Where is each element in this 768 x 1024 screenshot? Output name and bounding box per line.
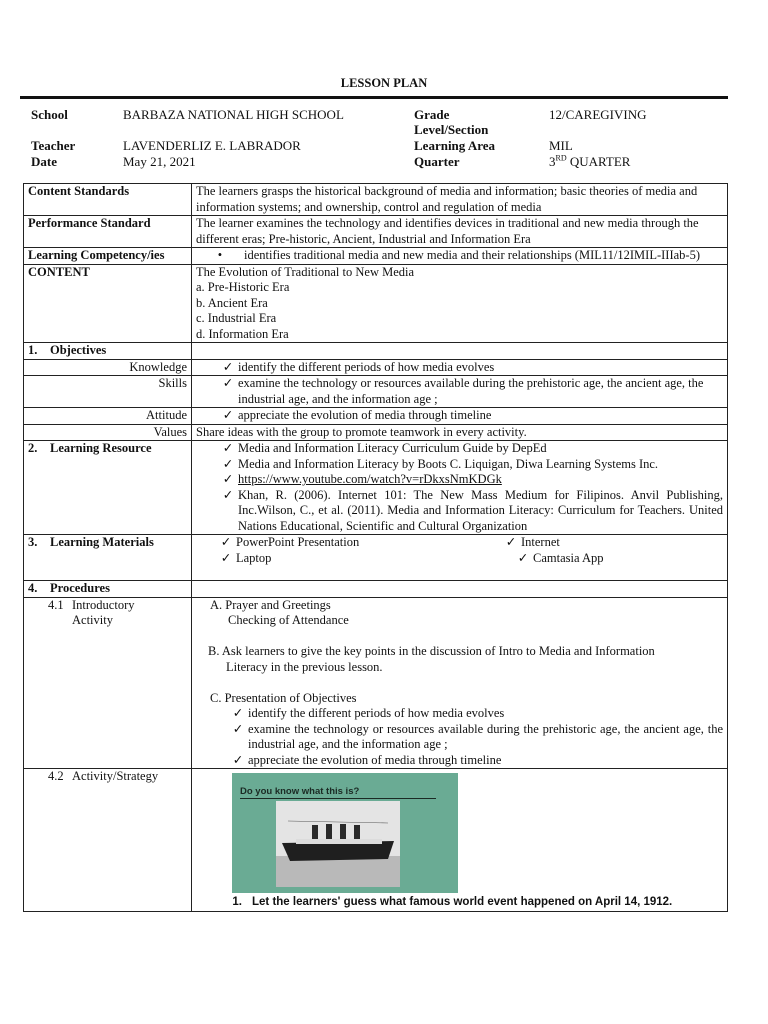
objective-item: appreciate the evolution of media through timeline	[248, 752, 502, 767]
check-icon: ✓	[222, 376, 234, 390]
content-line: d. Information Era	[196, 326, 289, 341]
skills-label: Skills	[24, 376, 192, 408]
skills-cell	[192, 376, 728, 408]
grade-label: Grade	[414, 107, 450, 122]
skills-text: examine the technology or resources available during the prehistoric age, the ancient age, the industrial age, and the information age ;	[238, 376, 704, 406]
procedures-empty	[192, 581, 728, 598]
title-rule	[20, 96, 728, 99]
competency-label: Learning Competency/ies	[24, 248, 192, 265]
intro-label-2: Activity	[72, 613, 113, 627]
material-item: PowerPoint Presentation	[236, 535, 360, 549]
attitude-text: appreciate the evolution of media through timeline	[238, 408, 492, 422]
objectives-empty	[192, 343, 728, 360]
content-standards-label: Content Standards	[24, 184, 192, 216]
row-performance-standard	[24, 216, 728, 248]
intro-label-1: Introductory	[72, 597, 135, 612]
objective-item: identify the different periods of how media evolves	[248, 706, 505, 720]
quarter-label: Quarter	[414, 154, 460, 169]
material-item: Camtasia App	[533, 550, 604, 565]
date-value: May 21, 2021	[123, 154, 196, 169]
knowledge-label: Knowledge	[24, 359, 192, 376]
learning-materials-number: 3.	[28, 535, 38, 549]
grade-label-2: Level/Section	[414, 122, 489, 137]
resource-item: Khan, R. (2006). Internet 101: The New Mass Medium for Filipinos. Anvil Publishing, Inc.Wilson, C., et al. (2011). Media and Information Literacy: Curriculum for Teachers. United Nations Educational, Scientific and Cultural Organization	[238, 487, 723, 533]
teacher-value: LAVENDERLIZ E. LABRADOR	[123, 138, 301, 153]
activity-heading: Activity/Strategy	[72, 769, 159, 783]
performance-standard-label: Performance Standard	[24, 216, 192, 248]
introductory-activity-label	[24, 597, 192, 769]
check-icon: ✓	[222, 408, 234, 422]
learning-resource-cell	[192, 441, 728, 535]
competency-cell	[192, 248, 728, 265]
quarter-number: 3	[549, 154, 556, 169]
procedures-label	[24, 581, 192, 598]
funnel-1	[312, 825, 318, 841]
funnel-3	[340, 824, 346, 841]
check-icon: ✓	[220, 550, 232, 565]
content-line: The Evolution of Traditional to New Media	[196, 264, 415, 279]
grade-value: 12/CAREGIVING	[549, 107, 647, 122]
attitude-label: Attitude	[24, 408, 192, 425]
funnel-2	[326, 824, 332, 841]
learning-resource-heading: Learning Resource	[50, 441, 152, 455]
attitude-cell	[192, 408, 728, 425]
check-icon: ✓	[232, 706, 244, 720]
check-icon: ✓	[222, 359, 234, 374]
row-objectives	[24, 343, 728, 360]
procedures-number: 4.	[28, 581, 38, 595]
row-procedures	[24, 581, 728, 598]
row-values	[24, 424, 728, 441]
objectives-number: 1.	[28, 343, 38, 357]
task-number: 1.	[232, 896, 242, 908]
row-knowledge	[24, 359, 728, 376]
content-label: CONTENT	[24, 264, 192, 343]
learning-area-label: Learning Area	[414, 138, 496, 153]
knowledge-text: identify the different periods of how media evolves	[238, 359, 495, 374]
activity-strategy-cell	[192, 769, 728, 912]
row-introductory-activity	[24, 597, 728, 769]
content-line: a. Pre-Historic Era	[196, 280, 290, 294]
learning-resource-number: 2.	[28, 441, 38, 455]
knowledge-cell	[192, 359, 728, 376]
school-label: School	[31, 107, 68, 122]
intro-step-b: B. Ask learners to give the key points in the discussion of Intro to Media and Information	[208, 644, 655, 658]
youtube-link[interactable]: https://www.youtube.com/watch?v=rDkxsNmKDGk	[238, 472, 502, 486]
values-text: Share ideas with the group to promote teamwork in every activity.	[192, 424, 728, 441]
slide-image	[232, 773, 458, 893]
learning-area-value: MIL	[549, 138, 573, 153]
activity-task	[196, 895, 723, 911]
intro-step-c: C. Presentation of Objectives	[210, 690, 357, 705]
content-line: b. Ancient Era	[196, 295, 268, 310]
check-icon: ✓	[220, 535, 232, 549]
lesson-table	[23, 183, 728, 912]
row-activity-strategy	[24, 769, 728, 912]
content-line: c. Industrial Era	[196, 311, 277, 325]
check-icon: ✓	[222, 487, 234, 502]
teacher-label: Teacher	[31, 138, 76, 153]
row-content-standards	[24, 184, 728, 216]
content-cell	[192, 264, 728, 343]
row-content	[24, 264, 728, 343]
intro-step-a: A. Prayer and Greetings	[210, 597, 331, 612]
performance-standard-text: The learner examines the technology and identifies devices in traditional and new media through the different eras; Pre-historic, Ancient, Industrial and Information Era	[192, 216, 728, 248]
introductory-activity-cell	[192, 597, 728, 769]
intro-number: 4.1	[48, 597, 64, 612]
bullet-icon: •	[217, 248, 223, 262]
check-icon: ✓	[222, 456, 234, 471]
check-icon: ✓	[232, 721, 244, 736]
row-competency	[24, 248, 728, 265]
resource-item: Media and Information Literacy by Boots C. Liquigan, Diwa Learning Systems Inc.	[238, 456, 659, 471]
material-item: Internet	[521, 535, 560, 549]
learning-resource-label	[24, 441, 192, 535]
material-item: Laptop	[236, 550, 272, 565]
ship-photo	[276, 801, 400, 887]
page-title: LESSON PLAN	[340, 76, 428, 90]
task-text: Let the learners' guess what famous world event happened on April 14, 1912.	[252, 896, 673, 908]
resource-item: Media and Information Literacy Curriculum Guide by DepEd	[238, 441, 547, 455]
activity-strategy-label	[24, 769, 192, 912]
row-learning-resource	[24, 441, 728, 535]
activity-number: 4.2	[48, 769, 64, 783]
row-learning-materials	[24, 535, 728, 581]
row-skills	[24, 376, 728, 408]
funnel-4	[354, 825, 360, 841]
date-label: Date	[31, 154, 57, 169]
slide-underline	[240, 798, 436, 799]
ship-deck	[296, 839, 382, 844]
check-icon: ✓	[505, 535, 517, 549]
content-standards-text: The learners grasps the historical background of media and information; basic theories of media and information systems; and ownership, control and regulation of media	[192, 184, 728, 216]
check-icon: ✓	[222, 472, 234, 486]
learning-materials-heading: Learning Materials	[50, 535, 154, 549]
competency-text: identifies traditional media and new media and their relationships (MIL11/12IMIL-IIIab-5)	[244, 248, 700, 262]
values-label: Values	[24, 424, 192, 441]
objectives-heading: Objectives	[50, 343, 107, 357]
check-icon: ✓	[517, 550, 529, 565]
slide-title: Do you know what this is?	[240, 786, 360, 797]
check-icon: ✓	[222, 441, 234, 455]
objective-item: examine the technology or resources available during the prehistoric age, the ancient age, the industrial age, and the information age ;	[248, 721, 723, 751]
quarter-suffix: RD	[555, 153, 567, 163]
learning-materials-cell	[192, 535, 728, 581]
check-icon: ✓	[232, 752, 244, 767]
objectives-label	[24, 343, 192, 360]
quarter-value	[549, 154, 630, 170]
quarter-word: QUARTER	[566, 154, 631, 169]
intro-step-a-sub: Checking of Attendance	[228, 613, 349, 627]
intro-step-b-sub: Literacy in the previous lesson.	[226, 659, 383, 674]
row-attitude	[24, 408, 728, 425]
procedures-heading: Procedures	[50, 581, 110, 595]
school-value: BARBAZA NATIONAL HIGH SCHOOL	[123, 107, 344, 122]
learning-materials-label	[24, 535, 192, 581]
